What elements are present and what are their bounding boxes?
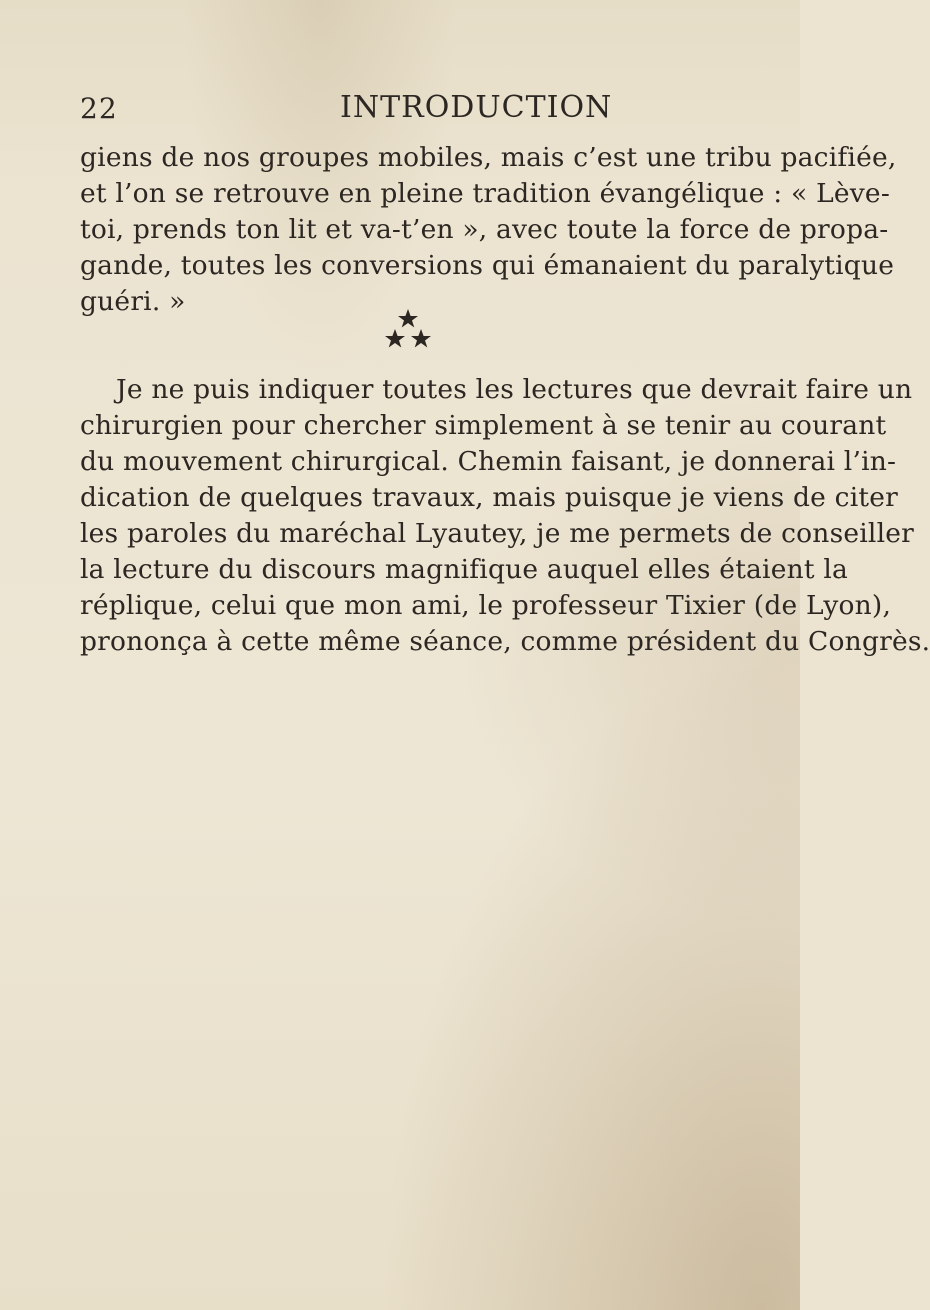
text-line: prononça à cette même séance, comme président du Congrès.: [80, 626, 930, 657]
asterism-icon: [380, 305, 440, 355]
running-title: INTRODUCTION: [340, 90, 613, 125]
text-line: guéri. »: [80, 286, 186, 317]
text-line: la lecture du discours magnifique auquel elles étaient la: [80, 554, 849, 585]
page-number: 22: [80, 92, 118, 125]
paragraph: [80, 372, 930, 660]
text-line: giens de nos groupes mobiles, mais c’est une tribu pacifiée,: [80, 142, 897, 173]
paragraph-continued: [80, 140, 897, 320]
text-line: du mouvement chirurgical. Chemin faisant, je donnerai l’in-: [80, 446, 897, 477]
text-line: gande, toutes les conversions qui émanaient du paralytique: [80, 250, 895, 281]
text-line: toi, prends ton lit et va-t’en », avec toute la force de propa-: [80, 214, 889, 245]
text-line: chirurgien pour chercher simplement à se tenir au courant: [80, 410, 887, 441]
text-line: et l’on se retrouve en pleine tradition évangélique : « Lève-: [80, 178, 890, 209]
text-line: Je ne puis indiquer toutes les lectures que devrait faire un: [116, 374, 913, 405]
text-line: réplique, celui que mon ami, le professeur Tixier (de Lyon),: [80, 590, 892, 621]
text-line: les paroles du maréchal Lyautey, je me permets de conseiller: [80, 518, 915, 549]
text-line: dication de quelques travaux, mais puisque je viens de citer: [80, 482, 898, 513]
